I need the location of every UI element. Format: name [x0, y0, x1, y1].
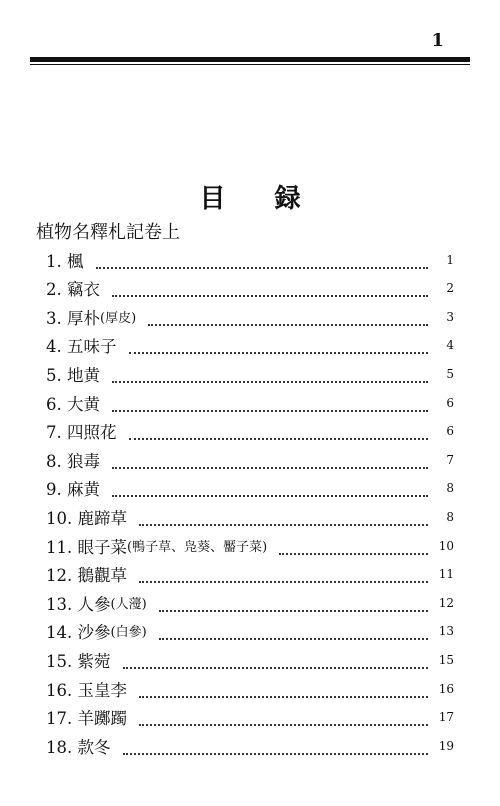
toc-entry[interactable]	[46, 418, 454, 447]
entry-page: 19	[438, 738, 454, 753]
toc-entry[interactable]	[46, 446, 454, 475]
entry-title: 17. 羊躑躅	[46, 709, 127, 729]
entry-page: 7	[446, 452, 454, 467]
toc-entry[interactable]	[46, 275, 454, 304]
toc-entry[interactable]	[46, 360, 454, 389]
entry-page: 12	[438, 595, 454, 610]
dot-leader	[148, 323, 428, 326]
entry-page: 8	[446, 509, 454, 524]
entry-page: 8	[446, 481, 454, 496]
section-heading: 植物名釋札記卷上	[36, 222, 180, 243]
dot-leader	[112, 466, 428, 469]
dot-leader	[279, 552, 428, 555]
dot-leader	[129, 437, 429, 440]
entry-page: 10	[438, 538, 454, 553]
page-number: 1	[431, 30, 444, 51]
entry-title: 2. 竊衣	[46, 280, 100, 300]
entry-title: 10. 鹿蹄草	[46, 508, 127, 528]
toc-entry[interactable]	[46, 704, 454, 733]
entry-page: 1	[446, 252, 454, 267]
entry-page: 3	[446, 309, 454, 324]
entry-title: 16. 玉皇李	[46, 680, 127, 700]
entry-title: 15. 紫菀	[46, 651, 111, 671]
dot-leader	[112, 380, 428, 383]
entry-title: 6. 大黄	[46, 394, 100, 414]
dot-leader	[112, 409, 428, 412]
header-rule-thin	[30, 64, 470, 65]
entry-page: 13	[438, 624, 454, 639]
entry-note: (白參)	[110, 625, 147, 641]
dot-leader	[159, 637, 428, 640]
header-rule-thick	[30, 57, 470, 62]
dot-leader	[129, 351, 429, 354]
toc-entry[interactable]	[46, 303, 454, 332]
toc-entry[interactable]	[46, 675, 454, 704]
entry-title: 11. 眼子菜	[46, 537, 127, 557]
toc-list	[46, 246, 454, 761]
entry-title: 9. 麻黄	[46, 480, 100, 500]
entry-page: 16	[438, 681, 454, 696]
dot-leader	[96, 266, 429, 269]
toc-entry[interactable]	[46, 503, 454, 532]
entry-title: 12. 鵝觀草	[46, 566, 127, 586]
dot-leader	[112, 294, 428, 297]
entry-note: (鴨子草、凫葵、靨子菜)	[127, 539, 268, 555]
entry-title: 7. 四照花	[46, 423, 117, 443]
toc-entry[interactable]	[46, 475, 454, 504]
entry-note: (人薓)	[110, 596, 147, 612]
toc-entry[interactable]	[46, 589, 454, 618]
entry-page: 5	[446, 366, 454, 381]
toc-entry[interactable]	[46, 732, 454, 761]
entry-note: (厚皮)	[100, 310, 137, 326]
dot-leader	[123, 752, 429, 755]
entry-page: 6	[446, 424, 454, 439]
dot-leader	[139, 723, 428, 726]
toc-entry[interactable]	[46, 646, 454, 675]
entry-title: 1. 楓	[46, 251, 84, 271]
entry-page: 2	[446, 281, 454, 296]
entry-title: 18. 款冬	[46, 737, 111, 757]
toc-entry[interactable]	[46, 561, 454, 590]
entry-title: 13. 人參	[46, 594, 111, 614]
entry-title: 8. 狼毒	[46, 451, 100, 471]
dot-leader	[139, 523, 428, 526]
toc-entry[interactable]	[46, 532, 454, 561]
entry-page: 17	[438, 710, 454, 725]
dot-leader	[159, 609, 428, 612]
entry-page: 4	[446, 338, 454, 353]
entry-page: 11	[438, 567, 454, 582]
toc-entry[interactable]	[46, 332, 454, 361]
entry-title: 3. 厚朴	[46, 308, 100, 328]
dot-leader	[139, 580, 428, 583]
entry-title: 14. 沙參	[46, 623, 111, 643]
entry-page: 15	[438, 652, 454, 667]
toc-entry[interactable]	[46, 618, 454, 647]
entry-title: 4. 五味子	[46, 337, 117, 357]
toc-entry[interactable]	[46, 246, 454, 275]
dot-leader	[123, 666, 429, 669]
entry-title: 5. 地黄	[46, 365, 100, 385]
dot-leader	[112, 494, 428, 497]
dot-leader	[139, 695, 428, 698]
entry-page: 6	[446, 395, 454, 410]
toc-title: 目 録	[199, 184, 321, 214]
toc-entry[interactable]	[46, 389, 454, 418]
